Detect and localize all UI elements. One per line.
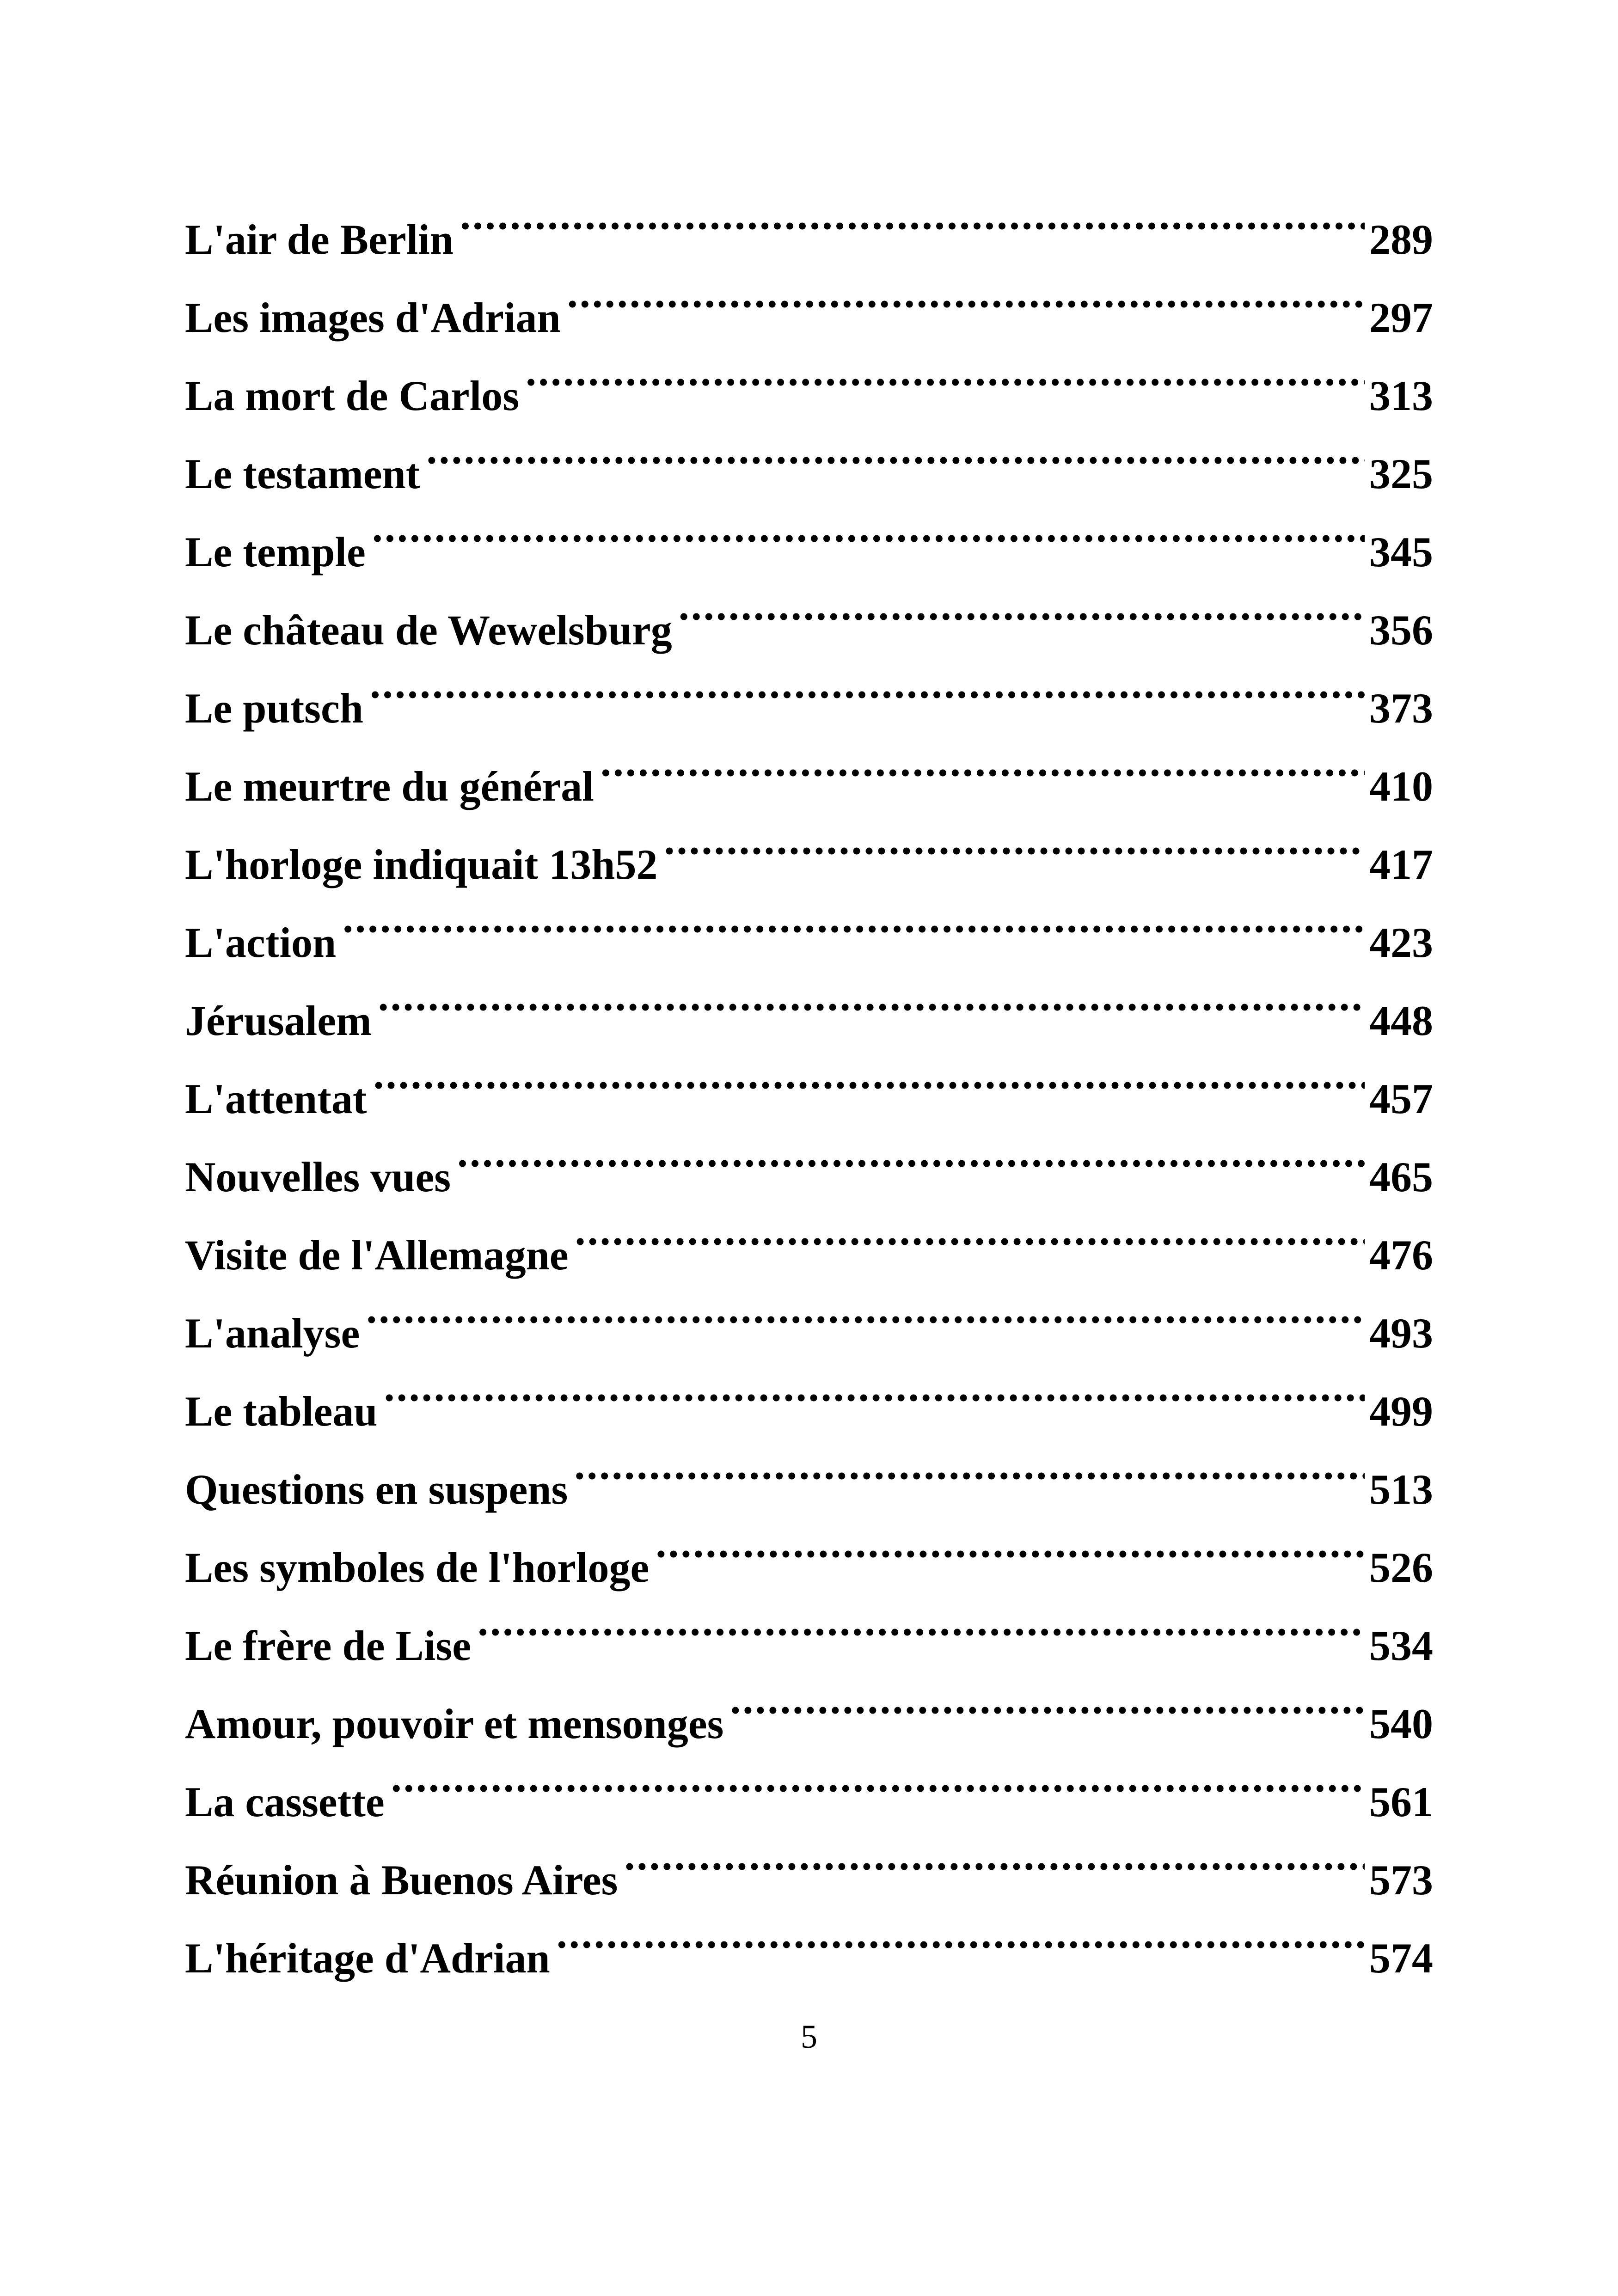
dot-leader	[656, 1504, 1365, 1582]
toc-entry[interactable]	[185, 644, 1433, 732]
toc-entry-title: L'horloge indiquait 13h52	[185, 841, 658, 888]
dot-leader	[457, 1113, 1365, 1191]
toc-entry[interactable]	[185, 1269, 1433, 1357]
toc-entry-page: 345	[1369, 528, 1433, 576]
toc-entry-page: 526	[1369, 1544, 1433, 1591]
dot-leader	[478, 1582, 1365, 1660]
toc-entry-page: 410	[1369, 763, 1433, 810]
toc-entry-page: 493	[1369, 1310, 1433, 1357]
dot-leader	[373, 1035, 1365, 1113]
toc-entry-page: 540	[1369, 1700, 1433, 1747]
dot-leader	[426, 410, 1365, 488]
toc-entry-page: 573	[1369, 1856, 1433, 1904]
toc-entry-page: 534	[1369, 1622, 1433, 1669]
toc-entry-title: Questions en suspens	[185, 1466, 568, 1513]
toc-entry-title: Le testament	[185, 450, 420, 497]
toc-entry-title: Le château de Wewelsburg	[185, 606, 672, 654]
toc-entry-title: Visite de l'Allemagne	[185, 1231, 569, 1279]
toc-entry-title: L'air de Berlin	[185, 216, 454, 263]
toc-entry-title: Nouvelles vues	[185, 1153, 451, 1200]
toc-entry-title: Amour, pouvoir et mensonges	[185, 1700, 724, 1747]
dot-leader	[730, 1660, 1365, 1738]
toc-entry-page: 297	[1369, 294, 1433, 341]
toc-entry-title: L'action	[185, 919, 337, 966]
toc-entry-title: La cassette	[185, 1778, 385, 1825]
dot-leader	[391, 1738, 1365, 1816]
toc-entry-title: Les symboles de l'horloge	[185, 1544, 650, 1591]
dot-leader	[378, 957, 1365, 1035]
toc-entry-page: 373	[1369, 685, 1433, 732]
dot-leader	[557, 1894, 1365, 1972]
toc-entry-title: Le putsch	[185, 685, 363, 732]
toc-entry-title: La mort de Carlos	[185, 372, 520, 419]
toc-entry-page: 356	[1369, 606, 1433, 654]
dot-leader	[372, 488, 1365, 566]
toc-entry-page: 476	[1369, 1231, 1433, 1279]
dot-leader	[575, 1191, 1365, 1269]
dot-leader	[664, 801, 1365, 879]
toc-entry-page: 313	[1369, 372, 1433, 419]
toc-entry-page: 465	[1369, 1153, 1433, 1200]
toc-entry-page: 448	[1369, 997, 1433, 1044]
toc-entry-title: Le frère de Lise	[185, 1622, 472, 1669]
toc-entry-page: 561	[1369, 1778, 1433, 1825]
toc-entry-title: Le temple	[185, 528, 366, 576]
toc-entry[interactable]	[185, 176, 1433, 263]
toc-entry-page: 499	[1369, 1388, 1433, 1435]
toc-entry-page: 513	[1369, 1466, 1433, 1513]
toc-entry-title: Les images d'Adrian	[185, 294, 561, 341]
dot-leader	[343, 879, 1365, 957]
dot-leader	[526, 332, 1365, 410]
toc-entry-title: L'héritage d'Adrian	[185, 1935, 550, 1982]
toc-entry-page: 417	[1369, 841, 1433, 888]
dot-leader	[460, 176, 1365, 254]
dot-leader	[679, 566, 1365, 644]
dot-leader	[366, 1269, 1365, 1347]
toc-entry[interactable]	[185, 1347, 1433, 1435]
toc-entry-page: 423	[1369, 919, 1433, 966]
dot-leader	[624, 1816, 1365, 1894]
toc-entry-title: Le tableau	[185, 1388, 378, 1435]
toc-entry[interactable]	[185, 879, 1433, 966]
dot-leader	[567, 254, 1365, 332]
toc-entry[interactable]	[185, 566, 1433, 654]
toc-entry[interactable]	[185, 957, 1433, 1044]
table-of-contents	[185, 176, 1433, 1982]
dot-leader	[601, 722, 1365, 801]
toc-entry-title: Réunion à Buenos Aires	[185, 1856, 618, 1904]
toc-entry-title: Jérusalem	[185, 997, 372, 1044]
toc-entry-page: 289	[1369, 216, 1433, 263]
toc-entry-page: 457	[1369, 1075, 1433, 1122]
toc-entry-title: Le meurtre du général	[185, 763, 594, 810]
toc-entry-title: L'attentat	[185, 1075, 367, 1122]
toc-entry-page: 574	[1369, 1935, 1433, 1982]
toc-entry-title: L'analyse	[185, 1310, 360, 1357]
toc-entry[interactable]	[185, 722, 1433, 810]
toc-entry[interactable]	[185, 488, 1433, 576]
dot-leader	[370, 644, 1365, 722]
dot-leader	[574, 1426, 1365, 1504]
toc-entry-page: 325	[1369, 450, 1433, 497]
dot-leader	[384, 1347, 1365, 1426]
page-number: 5	[801, 2018, 817, 2055]
